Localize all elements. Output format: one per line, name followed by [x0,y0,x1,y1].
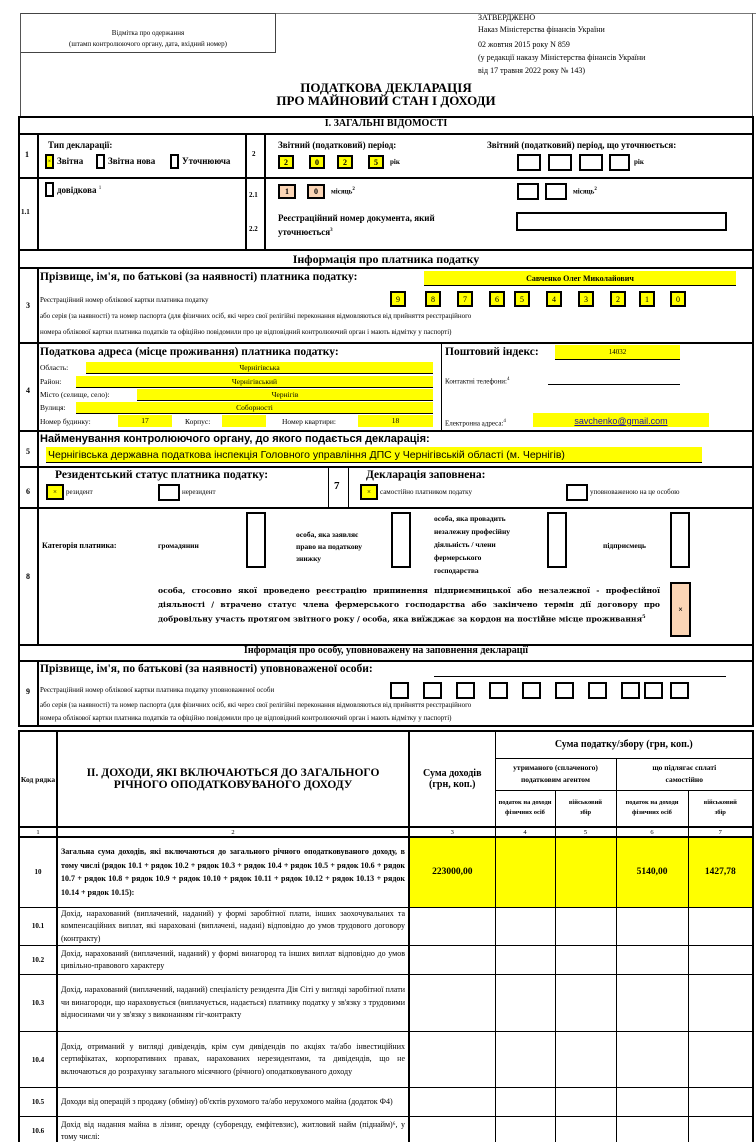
month-digit-1[interactable]: 1 [278,184,296,199]
cell-military-self[interactable]: 1427,78 [688,837,753,907]
approved-revision: (у редакції наказу Міністерства фінансів України [478,53,646,62]
reg-digit-5[interactable]: 5 [514,291,530,307]
declaration-type-label: Тип декларації: [48,140,113,150]
email-field[interactable] [533,413,709,427]
category-citizen-label: громадянин [158,541,199,550]
cell-income[interactable] [409,907,495,946]
clarified-year-digit-1[interactable] [517,154,541,171]
category-deduction-label: особа, яка заявляє право на податкову знижку [296,530,363,563]
year-digit-3[interactable]: 2 [337,155,353,169]
cell-pdfo-agent[interactable] [495,1117,555,1142]
header-withheld: утриманого (сплаченого) податковим агентом [495,758,616,790]
region-label: Область: [40,363,69,372]
header-military-agent: військовий збір [555,790,616,827]
authorized-name-field[interactable] [434,664,726,677]
phone-label: Контактні телефони:$^4$ [445,377,510,386]
cell-military-self[interactable] [688,946,753,975]
district-field[interactable]: Чернігівський [76,376,433,388]
apt-field[interactable]: 18 [358,415,433,427]
payer-reg-label: Реєстраційний номер облікової картки платника податку [40,296,209,304]
tax-office-label: Найменування контролюючого органу, до якого подається декларація: [40,433,430,445]
category-terminated-label: особа, стосовно якої проведено реєстрацію припинення підприємницької або незалежної - професійної діяльності / втрачено статус члена фермерського господарства або закінчено термін дії договору про добровільну участь протягом звітного року / особа, яка виїжджає за кордон на постійне місце проживання$^5$ [158,586,660,624]
reg-number-label: Реєстраційний номер документа, який [278,213,435,223]
row-num-5: 5 [26,447,30,456]
row-code: 10.6 [19,1117,57,1142]
header-income: Сума доходів (грн, коп.) [409,731,495,827]
cell-military-self[interactable] [688,907,753,946]
address-title: Податкова адреса (місце проживання) платника податку: [40,346,339,358]
row-code: 10.5 [19,1088,57,1117]
authorized-reg-digit-7[interactable] [588,682,607,699]
region-field[interactable]: Чернігівська [86,362,433,374]
approved-label: ЗАТВЕРДЖЕНО [478,13,536,22]
type-reporting-new-checkbox[interactable] [96,154,105,169]
cell-pdfo-self[interactable]: 5140,00 [616,837,688,907]
month-digit-2[interactable]: 0 [307,184,325,199]
reg-digit-9[interactable]: 1 [639,291,655,307]
clarified-year-digit-2[interactable] [548,154,572,171]
email-label: Електронна адреса:$^4$ [445,419,506,428]
authorized-reg-digit-5[interactable] [522,682,541,699]
cell-military-agent[interactable] [555,946,616,975]
type-clarifying-label: Уточнююча [182,156,231,166]
year-digit-4[interactable]: 5 [368,155,384,169]
phone-field[interactable] [548,373,680,385]
category-label: Категорія платника: [42,541,117,550]
reg-digit-1[interactable]: 9 [390,291,406,307]
col-num-6: 6 [616,827,688,837]
authorized-filled-label: уповноваженою на це особою [590,488,680,496]
cell-military-agent[interactable] [555,837,616,907]
stamp-sublabel: (штамп контролюючого органу, дата, вхідний номер) [69,40,227,48]
category-deduction-checkbox[interactable] [391,512,411,568]
house-label: Номер будинку: [40,417,91,426]
type-clarifying-checkbox[interactable] [170,154,179,169]
payer-reg-note-2: номера облікової картки платника податків та офіційно повідомили про це відповідний контролюючий орган і мають відмітку у паспорті) [40,328,452,336]
row-num-2-2: 2.2 [249,225,258,233]
clarified-year-digit-4[interactable] [609,154,630,171]
table-row [19,946,753,975]
resident-label: резидент [66,488,93,496]
row-num-4: 4 [26,386,30,395]
col-num-7: 7 [688,827,753,837]
month-label: місяць$^2$ [331,187,355,196]
cell-income[interactable] [409,1088,495,1117]
street-field[interactable]: Соборності [76,402,433,414]
row-num-9: 9 [26,687,30,696]
row-num-2-1: 2.1 [249,191,258,199]
year-digit-2[interactable]: 0 [309,155,325,169]
self-filled-label: самостійно платником податку [380,488,472,496]
building-field[interactable] [222,415,266,427]
authorized-reg-note-2: номера облікової картки платника податків та офіційно повідомили про це відповідний контролюючий орган і мають відмітку у паспорті) [40,714,452,722]
cell-pdfo-self[interactable] [616,1117,688,1142]
col-num-5: 5 [555,827,616,837]
authorized-reg-digit-2[interactable] [423,682,442,699]
category-entrepreneur-label: підприємець [603,541,646,550]
cell-pdfo-agent[interactable] [495,907,555,946]
header-code: Код рядка [19,731,57,827]
street-label: Вулиця: [40,403,66,412]
city-label: Місто (селище, село): [40,390,110,399]
apt-label: Номер квартири: [282,417,336,426]
row-desc: Доходи від операцій з продажу (обміну) об'єктів рухомого та/або нерухомого майна (додаток Ф4) [57,1088,409,1117]
email-link[interactable]: savchenko@gmail.com [574,416,668,426]
reg-digit-4[interactable]: 6 [489,291,505,307]
table-row [19,1117,753,1142]
clarified-month-digit-1[interactable] [517,183,539,200]
cell-income[interactable] [409,946,495,975]
clarified-month-digit-2[interactable] [545,183,567,200]
row-code: 10 [19,837,57,907]
authorized-reg-digit-6[interactable] [555,682,574,699]
row-num-6: 6 [26,487,30,496]
cell-income[interactable] [409,975,495,1032]
reporting-period-label: Звітний (податковий) період: [278,140,397,150]
row-num-7: 7 [334,480,340,492]
category-entrepreneur-checkbox[interactable] [670,512,690,568]
house-field[interactable]: 17 [118,415,172,427]
row-num-1: 1 [25,150,29,159]
row-code: 10.4 [19,1032,57,1088]
approved-date: 02 жовтня 2015 року N 859 [478,40,570,49]
stamp-label: Відмітка про одержання [111,29,185,37]
income-table [18,730,754,1142]
category-independent-label: особа, яка провадить незалежну професійну діяльність / члени фермерського господарства [434,514,511,575]
received-stamp-box [20,13,276,53]
cell-pdfo-agent[interactable] [495,837,555,907]
cell-military-self[interactable] [688,975,753,1032]
authorized-reg-digit-9[interactable] [644,682,663,699]
resident-status-label: Резидентський статус платника податку: [55,469,269,481]
table-row [19,837,753,907]
cell-military-agent[interactable] [555,1088,616,1117]
reg-digit-10[interactable]: 0 [670,291,686,307]
row-num-3: 3 [26,301,30,310]
authorized-reg-digit-8[interactable] [621,682,640,699]
row-desc: Дохід, нарахований (виплачений, наданий) спеціалісту резидента Дія Сіті у вигляді заробітної плати чи винагороди, що нараховується (виплачується, надається) платнику податку у зв'язку з трудовими відносинами чи у зв'язку з виконанням гіг-контракту [57,975,409,1032]
table-row [19,1088,753,1117]
reg-number-label-2: уточнюється$^3$ [278,227,333,237]
nonresident-checkbox[interactable] [158,484,180,501]
col-num-3: 3 [409,827,495,837]
row-num-2: 2 [252,150,256,158]
cell-income[interactable] [409,1032,495,1088]
approved-order: Наказ Міністерства фінансів України [478,25,605,34]
authorized-filled-checkbox[interactable] [566,484,588,501]
cell-pdfo-self[interactable] [616,975,688,1032]
row-desc: Дохід, отриманий у вигляді дивідендів, крім сум дивідендів по акціях та/або інвестиційних сертифікатах, корпоративних правах, нарахованих нерезидентами, та дивідендів, що не включаються до розрахунку загального місячного (річного) оподатковуваного доходу [57,1032,409,1088]
clarified-reg-number-input[interactable] [516,212,727,231]
reg-digit-2[interactable]: 8 [425,291,441,307]
cell-pdfo-self[interactable] [616,907,688,946]
tax-office-field[interactable]: Чернігівська державна податкова інспекція Головного управління ДПС у Чернігівській області (м. Чернігів) [46,447,702,463]
category-terminated-checkbox[interactable]: × [670,582,691,637]
payer-name-label: Прізвище, ім'я, по батькові (за наявності) платника податку: [40,271,358,283]
cell-pdfo-agent[interactable] [495,946,555,975]
clarified-period-label: Звітний (податковий) період, що уточнюється: [487,140,677,150]
cell-pdfo-self[interactable] [616,1032,688,1088]
reference-label: довідкова $^1$ [57,185,102,195]
row-code: 10.2 [19,946,57,975]
row-desc: Дохід, нарахований (виплачений, наданий) у формі винагород та інших виплат відповідно до умов цивільно-правового характеру [57,946,409,975]
nonresident-label: нерезидент [182,488,216,496]
cell-military-self[interactable] [688,1088,753,1117]
district-label: Район: [40,377,62,386]
row-code: 10.3 [19,975,57,1032]
category-citizen-checkbox[interactable] [246,512,266,568]
authorized-name-label: Прізвище, ім'я, по батькові (за наявності) уповноваженої особи: [40,663,373,675]
section1-title: І. ЗАГАЛЬНІ ВІДОМОСТІ [324,118,448,129]
header-pdfo-self: податок на доходи фізичних осіб [616,790,688,827]
cell-income[interactable] [409,1117,495,1142]
row-num-1-1: 1.1 [21,208,30,216]
header-pdfo-agent: податок на доходи фізичних осіб [495,790,555,827]
approved-revision-date: від 17 травня 2022 року № 143) [478,66,586,75]
type-reporting-label: Звітна [57,156,84,166]
reg-digit-3[interactable]: 7 [457,291,473,307]
cell-pdfo-agent[interactable] [495,1032,555,1088]
clarified-year-label: рік [634,158,644,166]
city-field[interactable]: Чернігів [137,389,433,401]
cell-pdfo-self[interactable] [616,946,688,975]
self-filled-checkbox[interactable]: × [360,484,378,500]
cell-pdfo-agent[interactable] [495,1088,555,1117]
authorized-reg-note-1: або серія (за наявності) та номер паспорта (для фізичних осіб, які через свої релігійні переконання відмовляються від прийняття реєстраційного [40,701,472,709]
payer-section-title: Інформація про платника податку [292,252,480,266]
resident-checkbox[interactable]: × [46,484,64,500]
payer-name-field[interactable]: Савченко Олег Миколайович [424,271,736,286]
reg-digit-7[interactable]: 3 [578,291,594,307]
year-digit-1[interactable]: 2 [278,155,294,169]
reg-digit-8[interactable]: 2 [610,291,626,307]
row-desc: Дохід, нарахований (виплачений, наданий) у формі заробітної плати, інших заохочувальних та компенсаційних виплат, які нараховані (виплачені, надані) відповідно до умов трудового договору (контракту) [57,907,409,946]
row-code: 10.1 [19,907,57,946]
category-independent-checkbox[interactable] [547,512,567,568]
cell-military-agent[interactable] [555,1032,616,1088]
filled-by-label: Декларація заповнена: [366,469,486,481]
header-self-paid: що підлягає сплаті самостійно [616,758,753,790]
header-military-self: військовий збір [688,790,753,827]
year-label: рік [390,158,400,166]
table-row [19,907,753,946]
reg-digit-6[interactable]: 4 [546,291,562,307]
type-reporting-checkbox[interactable]: × [45,154,54,169]
authorized-reg-digit-3[interactable] [456,682,475,699]
row-desc: Загальна сума доходів, які включаються до загального річного оподатковуваного доходу, в тому числі (рядок 10.1 + рядок 10.2 + рядок 10.3 + рядок 10.4 + рядок 10.5 + рядок 10.6 + рядок 10.7 + рядок 10.8 + рядок 10.9 + рядок 10.10 + рядок 10.11 + рядок 10.12 + рядок 10.13 + рядок 10.14 + рядок 10.15): [57,837,409,907]
type-reporting-new-label: Звітна нова [108,156,156,166]
payer-reg-note-1: або серія (за наявності) та номер паспорта (для фізичних осіб, які через свої релігійні переконання відмовляються від прийняття реєстраційного [40,312,472,320]
col-num-4: 4 [495,827,555,837]
cell-income[interactable]: 223000,00 [409,837,495,907]
col-num-1: 1 [19,827,57,837]
cell-military-self[interactable] [688,1032,753,1088]
postal-label: Поштовий індекс: [445,346,539,358]
authorized-reg-digit-4[interactable] [489,682,508,699]
authorized-reg-digit-10[interactable] [670,682,689,699]
table-row [19,1032,753,1088]
authorized-section-title: Інформація про особу, уповноважену на заповнення декларації [243,645,529,656]
reference-checkbox[interactable] [45,182,54,197]
cell-military-agent[interactable] [555,907,616,946]
row-num-8: 8 [26,572,30,581]
cell-pdfo-self[interactable] [616,1088,688,1117]
declaration-subtitle: ПРО МАЙНОВИЙ СТАН І ДОХОДИ [276,93,496,108]
col-num-2: 2 [57,827,409,837]
cell-military-self[interactable] [688,1117,753,1142]
declaration-title: ПОДАТКОВА ДЕКЛАРАЦІЯ [300,80,472,95]
cell-pdfo-agent[interactable] [495,975,555,1032]
header-title: ІІ. ДОХОДИ, ЯКІ ВКЛЮЧАЮТЬСЯ ДО ЗАГАЛЬНОГО РІЧНОГО ОПОДАТКОВУВАНОГО ДОХОДУ [57,731,409,827]
cell-military-agent[interactable] [555,975,616,1032]
clarified-year-digit-3[interactable] [579,154,603,171]
row-desc: Дохід від надання майна в лізинг, оренду (суборенду, емфітевзис), житловий найм (піднайм)⁶, у тому числі: [57,1117,409,1142]
building-label: Корпус: [185,417,211,426]
table-row [19,975,753,1032]
postal-field[interactable]: 14032 [555,345,680,360]
authorized-reg-digit-1[interactable] [390,682,409,699]
cell-military-agent[interactable] [555,1117,616,1142]
authorized-reg-label: Реєстраційний номер облікової картки платника податку уповноваженої особи [40,686,275,694]
header-tax: Сума податку/збору (грн, коп.) [495,731,753,758]
clarified-month-label: місяць$^2$ [573,187,597,196]
